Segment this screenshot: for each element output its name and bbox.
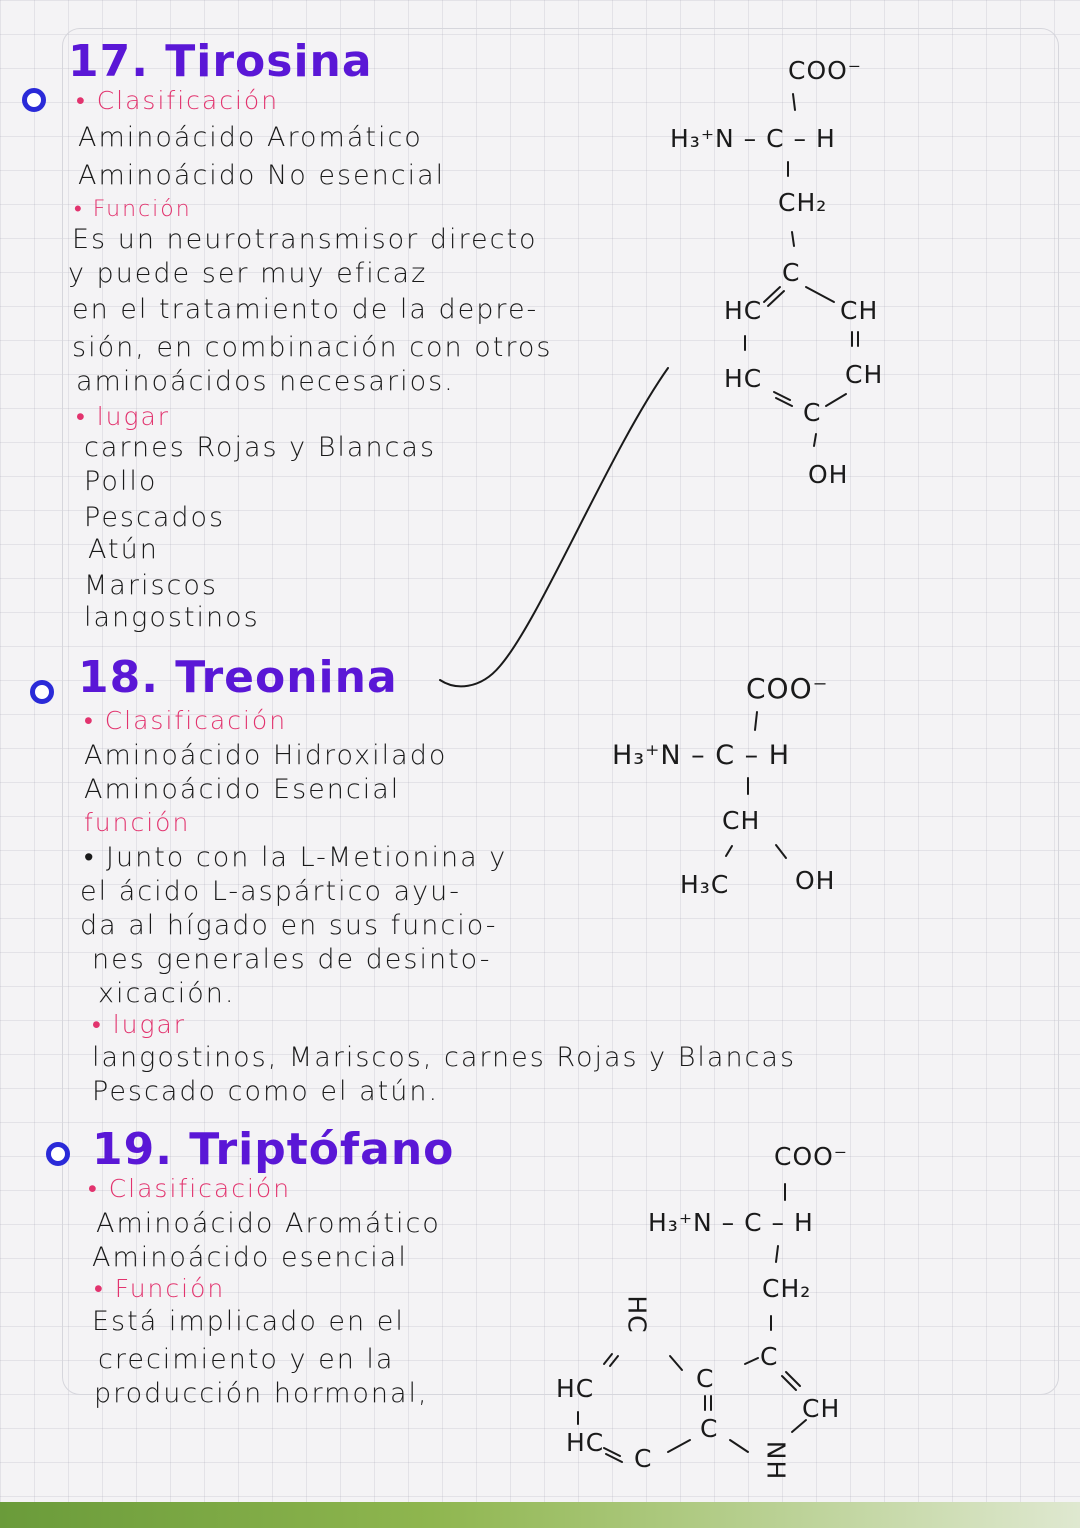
chem-label: NH — [761, 1440, 791, 1481]
chem-label: CH — [802, 1394, 841, 1423]
text-line: langostinos, Mariscos, carnes Rojas y Blancas — [92, 1042, 797, 1073]
chem-label: H₃⁺N – C – H — [648, 1208, 814, 1237]
text-line: producción hormonal, — [94, 1378, 429, 1409]
heading-lugar: • lugar — [92, 1010, 187, 1039]
bond — [814, 434, 816, 446]
chem-label: H₃⁺N – C – H — [612, 740, 791, 771]
text-line: en el tratamiento de la depre- — [72, 294, 539, 325]
chem-label: OH — [795, 866, 836, 895]
chem-label: C — [700, 1414, 719, 1443]
bond — [755, 712, 757, 730]
chem-label: HC — [566, 1428, 605, 1457]
chem-label: HC — [622, 1295, 652, 1334]
heading-funcion: • Función — [94, 1274, 226, 1303]
chem-label: H₃C — [680, 870, 730, 899]
chem-label: H₃⁺N – C – H — [670, 124, 836, 153]
text-line: aminoácidos necesarios. — [76, 366, 455, 397]
text-line: Mariscos — [84, 570, 218, 601]
heading-clasificacion: • Clasificación — [76, 86, 280, 115]
text-line: Pollo — [84, 466, 158, 497]
text-line: Pescados — [84, 502, 226, 533]
text-line: el ácido L-aspártico ayu- — [80, 876, 461, 907]
background-strip — [0, 1502, 1080, 1528]
heading-lugar: • lugar — [76, 402, 171, 431]
text-line: da al hígado en sus funcio- — [80, 910, 498, 941]
bond — [668, 1440, 690, 1452]
text-line: crecimiento y en la — [98, 1344, 395, 1375]
chem-label: COO⁻ — [746, 672, 829, 705]
chem-label: CH — [722, 806, 761, 835]
chem-label: C — [696, 1364, 715, 1393]
bond — [604, 1354, 612, 1364]
text-line: nes generales de desinto- — [92, 944, 492, 975]
chem-label: OH — [808, 460, 849, 489]
text-line: sión, en combinación con otros — [72, 332, 553, 363]
bond — [793, 94, 795, 110]
text-line: Pescado como el atún. — [92, 1076, 440, 1107]
text-line: Aminoácido No esencial — [78, 160, 446, 191]
text-line: Está implicado en el — [92, 1306, 405, 1337]
bond — [826, 394, 846, 406]
bond — [806, 287, 834, 302]
section-title: 17. Tirosina — [68, 36, 373, 87]
text-line: Aminoácido Esencial — [84, 774, 401, 805]
bond — [776, 1246, 778, 1262]
chem-label: HC — [724, 296, 763, 325]
bond — [792, 1420, 806, 1432]
arrow-curve — [440, 368, 668, 686]
text-line: Aminoácido Aromático — [78, 122, 423, 153]
heading-funcion: • Función — [74, 197, 192, 222]
chem-label: CH₂ — [762, 1274, 812, 1303]
text-line: Aminoácido Aromático — [96, 1208, 441, 1239]
bond — [726, 846, 732, 856]
chem-label: HC — [724, 364, 763, 393]
bond — [670, 1356, 682, 1370]
chem-label: COO⁻ — [788, 56, 863, 85]
bond — [764, 287, 780, 302]
bond — [610, 1356, 618, 1366]
chem-label: CH₂ — [778, 188, 828, 217]
text-line: Aminoácido esencial — [92, 1242, 408, 1273]
text-line: Atún — [88, 534, 159, 565]
chem-label: CH — [845, 360, 884, 389]
section-title: 19. Triptófano — [92, 1124, 455, 1175]
chem-label: C — [634, 1444, 653, 1473]
text-line: y puede ser muy eficaz — [68, 258, 428, 289]
bond — [782, 1376, 796, 1390]
chem-label: C — [803, 398, 822, 427]
bond — [745, 1358, 758, 1364]
text-line: Es un neurotransmisor directo — [72, 224, 538, 255]
heading-funcion: función — [84, 808, 191, 837]
chem-label: COO⁻ — [774, 1142, 849, 1171]
section-title: 18. Treonina — [78, 652, 398, 703]
text-line: xicación. — [98, 978, 236, 1009]
chem-label: HC — [556, 1374, 595, 1403]
bond — [792, 232, 794, 246]
text-line: Aminoácido Hidroxilado — [84, 740, 448, 771]
bond — [768, 291, 784, 306]
chem-label: CH — [840, 296, 879, 325]
bond — [730, 1440, 748, 1452]
text-line: langostinos — [84, 602, 260, 633]
text-line: carnes Rojas y Blancas — [84, 432, 437, 463]
bond — [786, 1372, 800, 1386]
text-line: • Junto con la L-Metionina y — [84, 842, 508, 873]
bond — [776, 845, 786, 858]
chem-label: C — [760, 1342, 779, 1371]
chem-label: C — [782, 258, 801, 287]
heading-clasificacion: • Clasificación — [88, 1174, 292, 1203]
heading-clasificacion: • Clasificación — [84, 706, 288, 735]
